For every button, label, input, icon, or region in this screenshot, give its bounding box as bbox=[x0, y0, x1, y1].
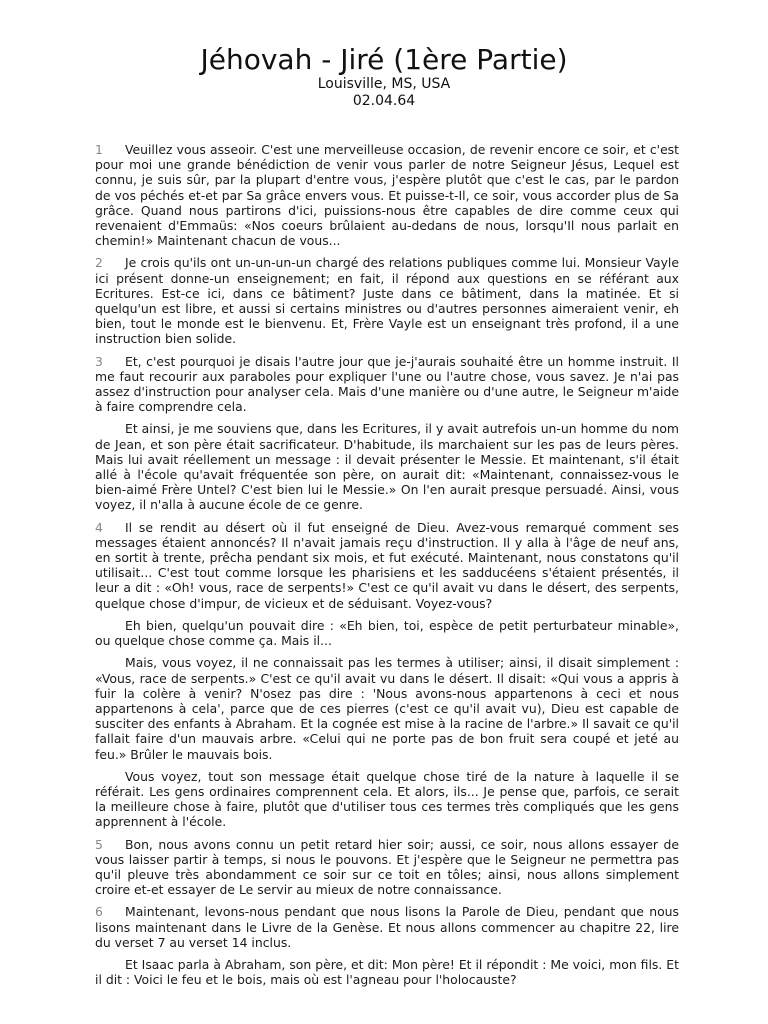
paragraph-text: Bon, nous avons connu un petit retard hier soir; aussi, ce soir, nous allons essayer de vous laisser partir à temps, si nous le pouvons. Et j'espère que le Seigneur ne permettra pas qu'il pleuve très abondamment ce soir sur ce toit en tôles; ainsi, nous allons simplement croire et-et essayer de Le servir au mieux de notre connaissance. bbox=[95, 836, 679, 898]
paragraph-1 bbox=[95, 142, 679, 248]
paragraph-text: Il se rendit au désert où il fut enseigné de Dieu. Avez-vous remarqué comment ses messages étaient annoncés? Il n'avait jamais reçu d'instruction. Il y alla à l'âge de neuf ans, en sortit à trente, prêcha pendant six mois, et fut exécuté. Maintenant, nous constatons qu'il utilisait... C'est tout comme lorsque les pharisiens et les sadducéens s'étaient présentés, il leur a dit : «Oh! vous, race de serpents!» C'est ce qu'il avait vu dans le désert, des serpents, quelque chose d'impur, de vicieux et de séduisant. Voyez-vous? bbox=[95, 519, 679, 611]
paragraph-3 bbox=[95, 354, 679, 415]
paragraph-5 bbox=[95, 837, 679, 898]
paragraph-text: Maintenant, levons-nous pendant que nous lisons la Parole de Dieu, pendant que nous lisons maintenant dans le Livre de la Genèse. Et nous allons commencer au chapitre 22, lire du verset 7 au verset 14 inclus. bbox=[95, 904, 679, 950]
paragraph-text: Je crois qu'ils ont un-un-un-un chargé des relations publiques comme lui. Monsieur Vayle ici présent donne-un enseignement; en fait, il répond aux questions en se référant aux Ecritures. Est-ce ici, dans ce bâtiment? Juste dans ce bâtiment, dans la matinée. Et si quelqu'un est libre, et aussi si certains ministres ou d'autres personnes aimeraient venir, eh bien, tout le monde est le bienvenu. Et, Frère Vayle est un enseignant très profond, il a une instruction bien solide. bbox=[95, 255, 679, 347]
paragraph-text: Mais, vous voyez, il ne connaissait pas les termes à utiliser; ainsi, il disait simplement : «Vous, race de serpents.» C'est ce qu'il avait vu dans le désert. Il disait: «Qui vous a appris à fuir la colère à venir? N'osez pas dire : 'Nous avons-nous appartenons à ceci et nous appartenons à cela', parce que de ces pierres (c'est ce qu'il avait vu), Dieu est capable de susciter des enfants à Abraham. Et la cognée est mise à la racine de l'arbre.» Il savait ce qu'il fallait faire d'un mauvais arbre. «Celui qui ne porte pas de bon fruit sera coupé et jeté au feu.» Brûler le mauvais bois. bbox=[95, 655, 679, 762]
document-location: Louisville, MS, USA bbox=[317, 76, 451, 92]
paragraph-text: Et ainsi, je me souviens que, dans les Ecritures, il y avait autrefois un-un homme du nom de Jean, et son père était sacrificateur. D'habitude, ils marchaient sur les pas de leurs pères. Mais lui avait réellement un message : il devait présenter le Messie. Et maintenant, s'il était allé à l'école qu'avait fréquentée son père, on aurait dit: «Maintenant, connaissez-vous le bien-aimé Frère Untel? C'est bien lui le Messie.» On l'en aurait presque persuadé. Ainsi, vous voyez, il n'alla à aucune école de ce genre. bbox=[95, 421, 679, 513]
paragraph-6 bbox=[95, 904, 679, 950]
paragraph-4-continued-b bbox=[95, 655, 679, 761]
paragraph-number: 2 bbox=[95, 255, 103, 271]
paragraph-number: 5 bbox=[95, 836, 103, 852]
paragraph-4 bbox=[95, 520, 679, 611]
paragraph-text: Et, c'est pourquoi je disais l'autre jour que je-j'aurais souhaité être un homme instruit. Il me faut recourir aux paraboles pour expliquer l'une ou l'autre chose, vous savez. Je n'ai pas assez d'instruction pour analyser cela. Mais d'une manière ou d'une autre, le Seigneur m'aide à faire comprendre cela. bbox=[95, 353, 679, 415]
paragraph-2 bbox=[95, 255, 679, 346]
paragraph-number: 4 bbox=[95, 519, 103, 535]
paragraph-text: Vous voyez, tout son message était quelque chose tiré de la nature à laquelle il se référait. Les gens ordinaires comprennent cela. Et alors, ils... Je pense que, parfois, ce serait la meilleure chose à faire, plutôt que d'utiliser tous ces termes très compliqués que les gens apprennent à l'école. bbox=[95, 768, 679, 830]
document-title: Jéhovah - Jiré (1ère Partie) bbox=[200, 43, 568, 76]
paragraph-4-continued-a bbox=[95, 618, 679, 648]
paragraph-text: Veuillez vous asseoir. C'est une merveilleuse occasion, de revenir encore ce soir, et c'est pour moi une grande bénédiction de venir vous parler de notre Seigneur Jésus, Lequel est connu, je suis sûr, par la plupart d'entre vous, j'espère plutôt que c'est le cas, par le pardon de vos péchés et-et par Sa grâce envers vous. Et puisse-t-Il, ce soir, vous accorder plus de Sa grâce. Quand nous partirons d'ici, puissions-nous être capables de dire comme ceux qui revenaient d'Emmaüs: «Nos coeurs brûlaient au-dedans de nous, lorsqu'Il nous parlait en chemin!» Maintenant chacun de vous... bbox=[95, 142, 679, 249]
document-body bbox=[95, 142, 679, 994]
paragraph-text: Eh bien, quelqu'un pouvait dire : «Eh bien, toi, espèce de petit perturbateur minable», ou quelque chose comme ça. Mais il... bbox=[95, 617, 679, 649]
paragraph-number: 6 bbox=[95, 904, 103, 920]
paragraph-4-continued-c bbox=[95, 769, 679, 830]
document-date: 02.04.64 bbox=[352, 93, 416, 109]
paragraph-6-continued bbox=[95, 957, 679, 987]
paragraph-3-continued bbox=[95, 421, 679, 512]
paragraph-number: 1 bbox=[95, 142, 103, 157]
paragraph-text: Et Isaac parla à Abraham, son père, et dit: Mon père! Et il répondit : Me voici, mon fils. Et il dit : Voici le feu et le bois, mais où est l'agneau pour l'holocauste? bbox=[95, 956, 679, 988]
paragraph-number: 3 bbox=[95, 353, 103, 369]
